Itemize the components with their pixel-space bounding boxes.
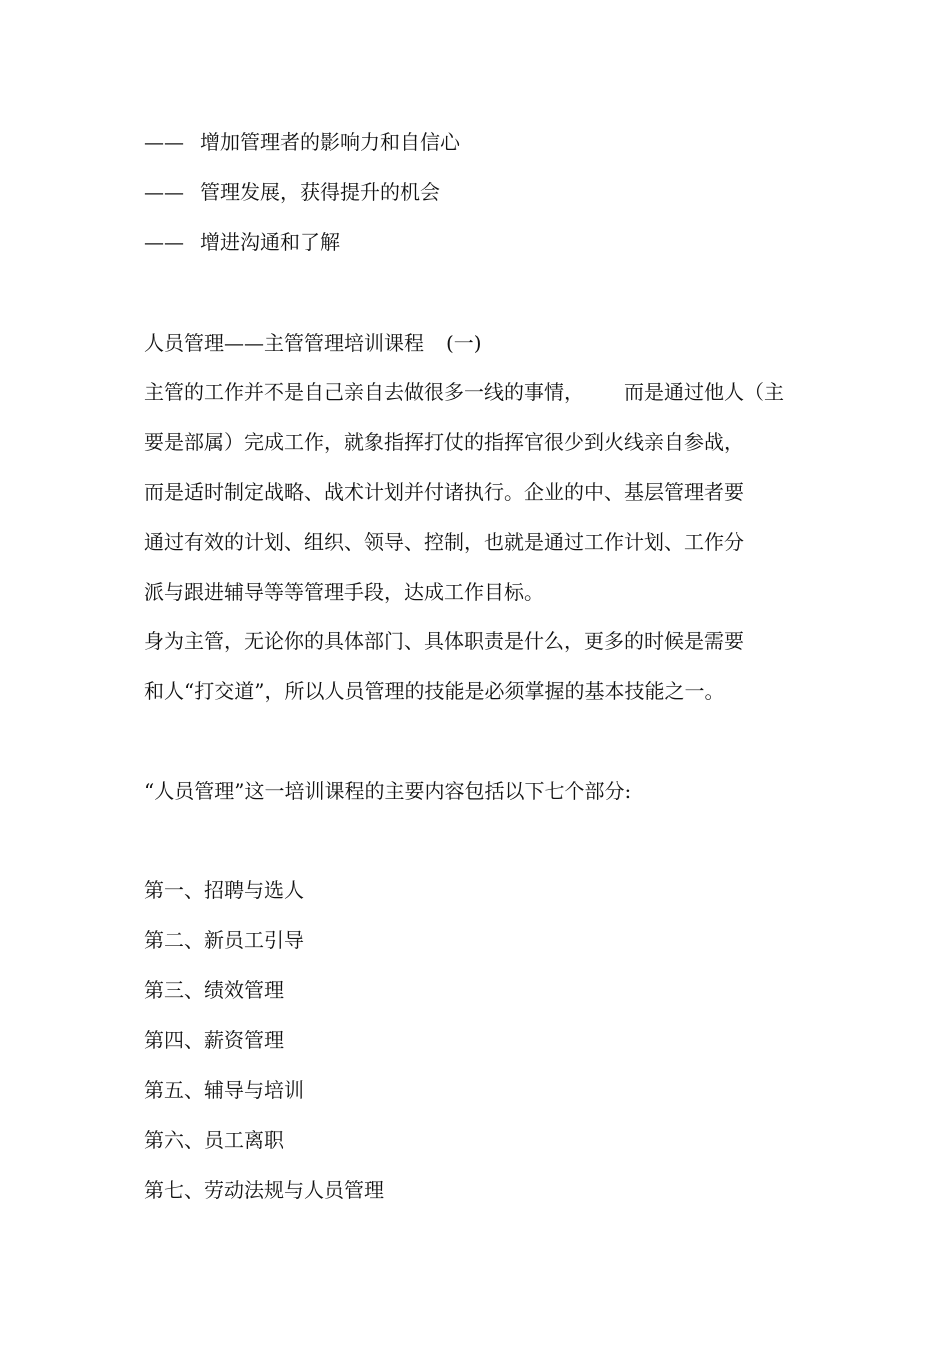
dash-marker: —— [144, 230, 184, 254]
paragraph-text: 而是通过他人（主 [624, 380, 784, 404]
section-title-text: 人员管理——主管管理培训课程 [144, 331, 424, 355]
paragraph-line [144, 380, 784, 404]
paragraph-line: 而是适时制定战略、战术计划并付诸执行。企业的中、基层管理者要 [144, 480, 744, 504]
paragraph-line: 通过有效的计划、组织、领导、控制，也就是通过工作计划、工作分 [144, 530, 744, 554]
benefit-text: 增加管理者的影响力和自信心 [200, 130, 460, 154]
paragraph-line: 要是部属）完成工作，就象指挥打仗的指挥官很少到火线亲自参战， [144, 430, 744, 454]
benefit-item [144, 230, 340, 254]
benefit-text: 管理发展，获得提升的机会 [200, 180, 440, 204]
paragraph-text: 主管的工作并不是自己亲自去做很多一线的事情， [144, 380, 584, 404]
dash-marker: —— [144, 130, 184, 154]
intro-line: “人员管理”这一培训课程的主要内容包括以下七个部分: [144, 779, 632, 803]
list-item: 第六、员工离职 [144, 1128, 284, 1152]
benefit-item [144, 130, 460, 154]
dash-marker: —— [144, 180, 184, 204]
paragraph-line: 派与跟进辅导等等管理手段，达成工作目标。 [144, 580, 544, 604]
list-item: 第七、劳动法规与人员管理 [144, 1178, 384, 1202]
benefit-item [144, 180, 440, 204]
list-item: 第一、招聘与选人 [144, 878, 304, 902]
list-item: 第五、辅导与培训 [144, 1078, 304, 1102]
paragraph-line: 和人“打交道”，所以人员管理的技能是必须掌握的基本技能之一。 [144, 679, 725, 703]
section-title-suffix: (一) [446, 331, 482, 355]
list-item: 第三、绩效管理 [144, 978, 284, 1002]
list-item: 第二、新员工引导 [144, 928, 304, 952]
list-item: 第四、薪资管理 [144, 1028, 284, 1052]
paragraph-line: 身为主管，无论你的具体部门、具体职责是什么，更多的时候是需要 [144, 629, 744, 653]
benefit-text: 增进沟通和了解 [200, 230, 340, 254]
section-title [144, 331, 482, 355]
